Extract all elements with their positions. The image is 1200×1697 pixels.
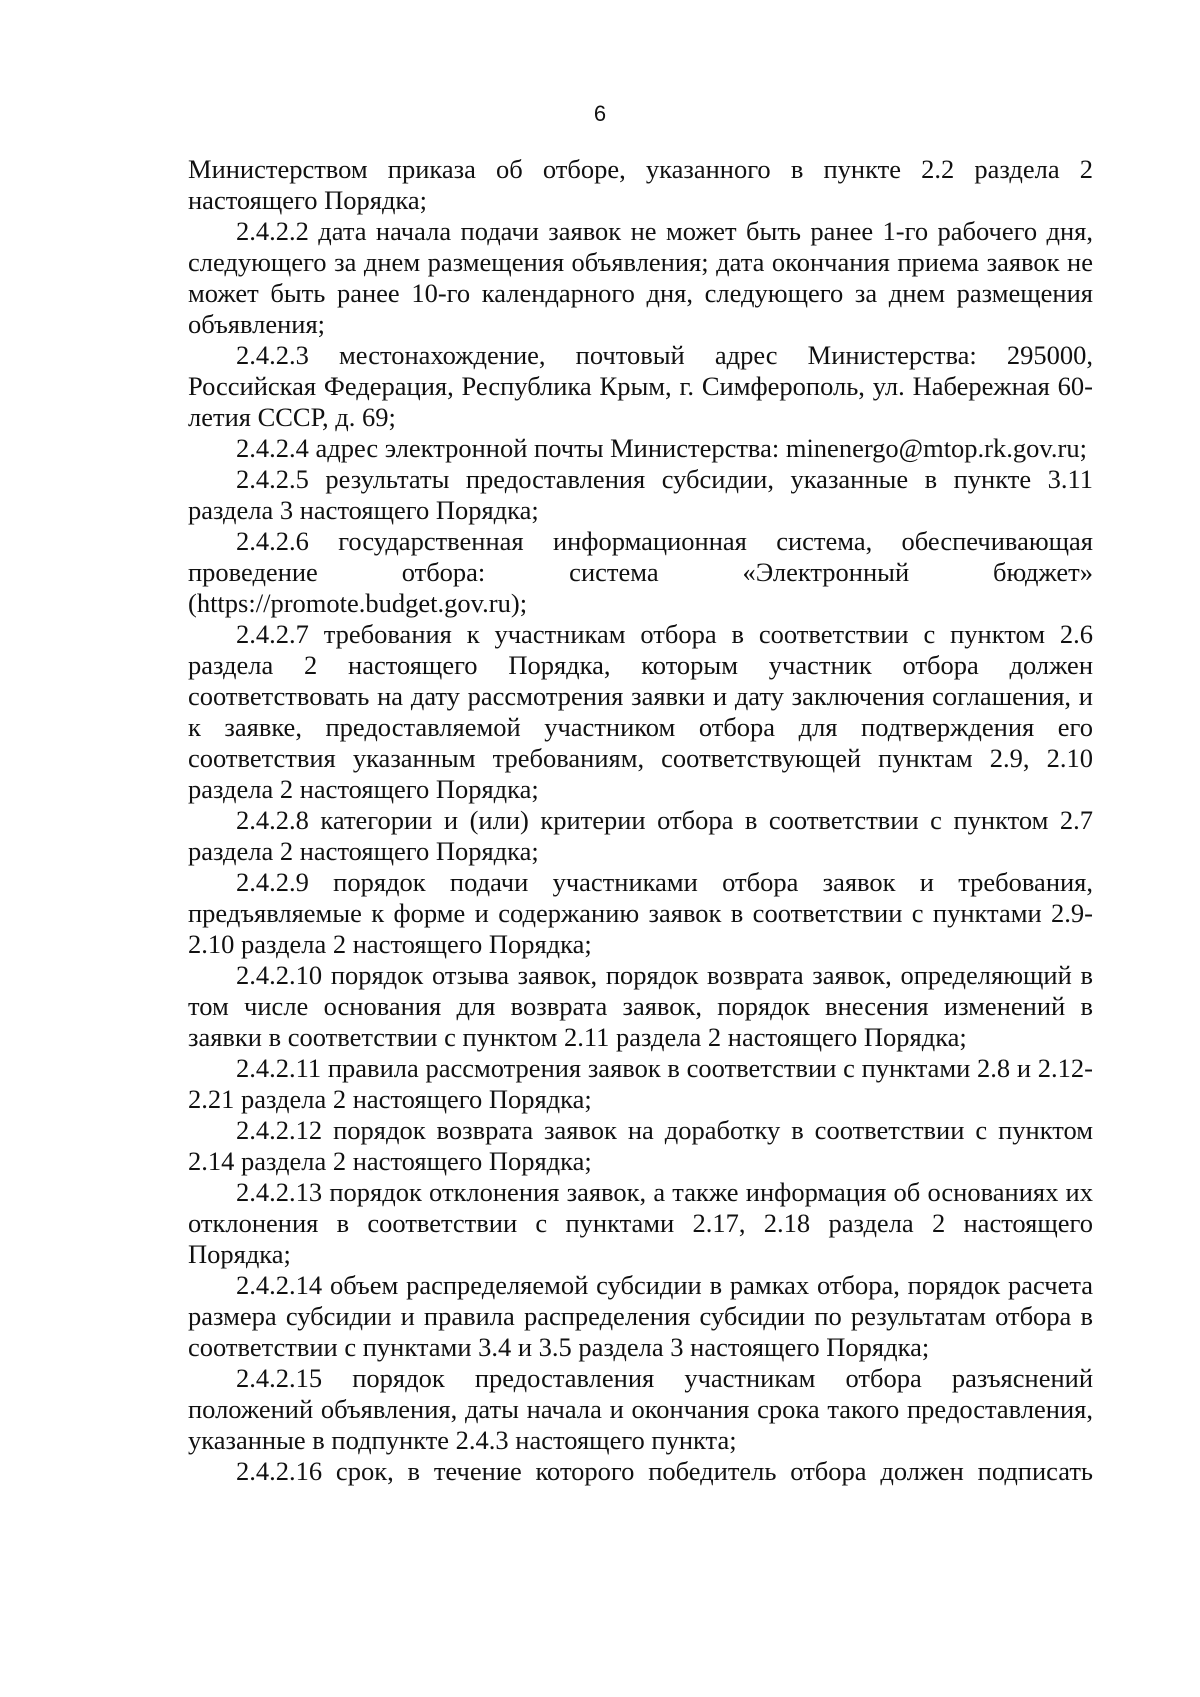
- paragraph-2-4-2-11: 2.4.2.11 правила рассмотрения заявок в соответствии с пунктами 2.8 и 2.12-2.21 раздела 2 настоящего Порядка;: [188, 1053, 1093, 1114]
- paragraph-2-4-2-8: 2.4.2.8 категории и (или) критерии отбора в соответствии с пунктом 2.7 раздела 2 настоящего Порядка;: [188, 805, 1093, 866]
- paragraph-2-4-2-7: 2.4.2.7 требования к участникам отбора в соответствии с пунктом 2.6 раздела 2 настоящего Порядка, которым участник отбора должен соответствовать на дату рассмотрения заявки и дату заключения соглашения, и к заявке, предоставляемой участником отбора для подтверждения его соответствия указанным требованиям, соответствующей пунктам 2.9, 2.10 раздела 2 настоящего Порядка;: [188, 619, 1093, 804]
- page-number: 6: [593, 101, 607, 126]
- paragraph-2-4-2-3: 2.4.2.3 местонахождение, почтовый адрес Министерства: 295000, Российская Федерация, Республика Крым, г. Симферополь, ул. Набережная 60-летия СССР, д. 69;: [188, 340, 1093, 432]
- paragraph-2-4-2-13: 2.4.2.13 порядок отклонения заявок, а также информация об основаниях их отклонения в соответствии с пунктами 2.17, 2.18 раздела 2 настоящего Порядка;: [188, 1177, 1093, 1269]
- paragraph-2-4-2-9: 2.4.2.9 порядок подачи участниками отбора заявок и требования, предъявляемые к форме и содержанию заявок в соответствии с пунктами 2.9-2.10 раздела 2 настоящего Порядка;: [188, 867, 1093, 959]
- paragraph-2-4-2-12: 2.4.2.12 порядок возврата заявок на доработку в соответствии с пунктом 2.14 раздела 2 настоящего Порядка;: [188, 1115, 1093, 1176]
- paragraph-2-4-2-14: 2.4.2.14 объем распределяемой субсидии в рамках отбора, порядок расчета размера субсидии и правила распределения субсидии по результатам отбора в соответствии с пунктами 3.4 и 3.5 раздела 3 настоящего Порядка;: [188, 1270, 1093, 1362]
- paragraph-2-4-2-15: 2.4.2.15 порядок предоставления участникам отбора разъяснений положений объявления, даты начала и окончания срока такого предоставления, указанные в подпункте 2.4.3 настоящего пункта;: [188, 1363, 1093, 1455]
- document-body: [188, 154, 1093, 1487]
- paragraph-2-4-2-4: 2.4.2.4 адрес электронной почты Министерства: minenergo@mtop.rk.gov.ru;: [236, 433, 1087, 463]
- paragraph-2-4-2-6: 2.4.2.6 государственная информационная система, обеспечивающая проведение отбора: система «Электронный бюджет» (https://promote.budget.gov.ru);: [188, 526, 1093, 618]
- paragraph-2-4-2-16: 2.4.2.16 срок, в течение которого победитель отбора должен подписать: [236, 1456, 1093, 1486]
- paragraph-2-4-2-5: 2.4.2.5 результаты предоставления субсидии, указанные в пункте 3.11 раздела 3 настоящего Порядка;: [188, 464, 1093, 525]
- paragraph-continuation: Министерством приказа об отборе, указанного в пункте 2.2 раздела 2 настоящего Порядка;: [188, 154, 1093, 215]
- paragraph-2-4-2-2: 2.4.2.2 дата начала подачи заявок не может быть ранее 1-го рабочего дня, следующего за днем размещения объявления; дата окончания приема заявок не может быть ранее 10-го календарного дня, следующего за днем размещения объявления;: [188, 216, 1093, 339]
- paragraph-2-4-2-10: 2.4.2.10 порядок отзыва заявок, порядок возврата заявок, определяющий в том числе основания для возврата заявок, порядок внесения изменений в заявки в соответствии с пунктом 2.11 раздела 2 настоящего Порядка;: [188, 960, 1093, 1052]
